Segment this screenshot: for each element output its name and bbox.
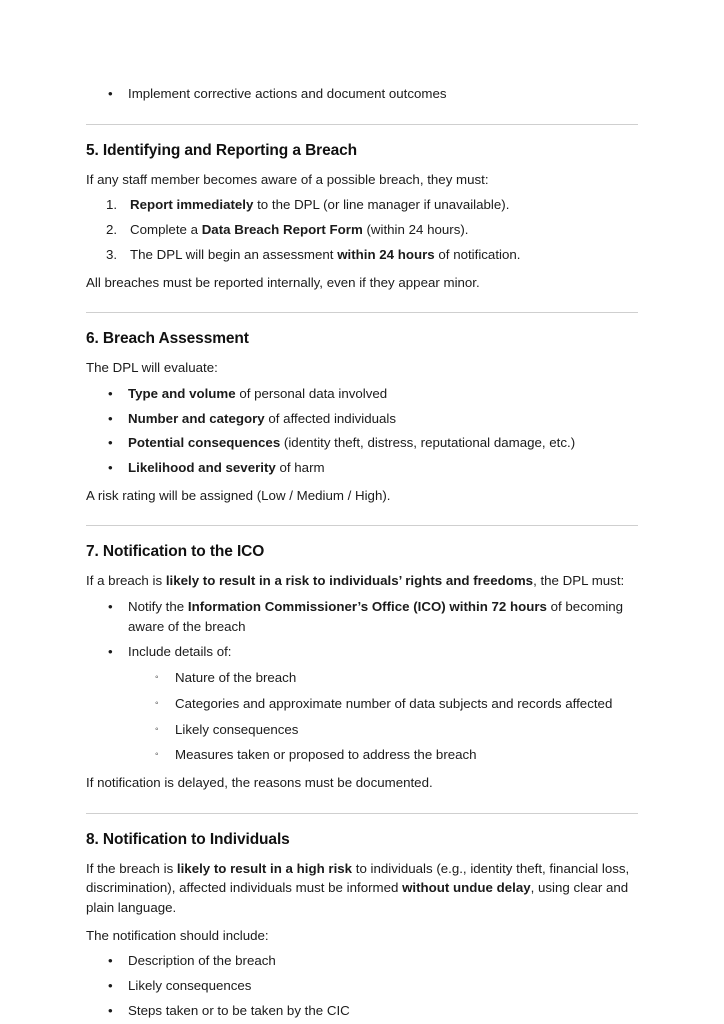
intro-emphasis-secondary: without undue delay: [402, 880, 531, 896]
section-intro: [86, 859, 638, 918]
hollow-circle-icon: ◦: [155, 749, 159, 761]
section-intro: If any staff member becomes aware of a possible breach, they must:: [86, 171, 489, 187]
list-item: [86, 1001, 638, 1021]
section-heading-breach-assessment: 6. Breach Assessment: [86, 330, 249, 348]
list-item-emphasis: Number and category: [128, 410, 265, 426]
section-closing: All breaches must be reported internally, even if they appear minor.: [86, 274, 480, 290]
list-item-text: Nature of the breach: [175, 670, 297, 686]
list-item: [86, 597, 638, 636]
list-item-emphasis: Report immediately: [130, 197, 254, 213]
list-item: [86, 951, 638, 971]
list-item: [128, 720, 638, 740]
list-item: [128, 668, 638, 688]
list-item-prefix: The DPL will begin an assessment: [130, 246, 338, 262]
bullet-icon: •: [108, 643, 113, 659]
intro-emphasis: likely to result in a risk to individuals’ rights and freedoms: [165, 573, 534, 589]
list-item-text: Categories and approximate number of data subjects and records affected: [175, 695, 613, 711]
notification-lead-in: The notification should include:: [86, 927, 269, 943]
list-item-text: of affected individuals: [264, 410, 397, 426]
list-item: [86, 245, 638, 265]
intro-prefix: If a breach is: [86, 573, 166, 589]
list-item-text: of personal data involved: [235, 385, 388, 401]
list-item-text: Likely consequences: [175, 721, 299, 737]
notification-contents-list: [86, 951, 638, 1020]
list-item: [128, 694, 638, 714]
section-intro: The DPL will evaluate:: [86, 360, 218, 376]
bullet-icon: •: [108, 1002, 113, 1018]
list-item-text: of harm: [275, 460, 325, 475]
section-divider: [86, 525, 638, 526]
list-item-text: Steps taken or to be taken by the CIC: [128, 1002, 350, 1018]
reporting-steps-list: [86, 195, 638, 264]
intro-emphasis: likely to result in a high risk: [176, 860, 353, 876]
hollow-circle-icon: ◦: [155, 672, 159, 684]
intro-middle: to individuals (e.g., identity theft, financial loss, discrimination), affected individuals must be informed: [86, 860, 630, 896]
section-heading-ico-notification: 7. Notification to the ICO: [86, 543, 265, 561]
list-item: [86, 458, 638, 478]
list-item: [86, 642, 638, 765]
list-item: [86, 433, 638, 453]
intro-suffix: , the DPL must:: [533, 573, 625, 589]
list-item-emphasis: Likelihood and severity: [128, 460, 276, 475]
list-item-text: Measures taken or proposed to address the breach: [175, 747, 477, 763]
bullet-icon: •: [108, 435, 113, 451]
bullet-icon: •: [108, 953, 113, 969]
bullet-icon: •: [108, 86, 113, 101]
list-item-emphasis: Information Commissioner’s Office (ICO) within 72 hours: [187, 599, 547, 615]
list-item-prefix: Complete a: [130, 222, 202, 238]
list-item-emphasis: within 24 hours: [337, 246, 435, 262]
list-item-text: of becoming aware of the breach: [128, 599, 624, 634]
intro-prefix: If the breach is: [86, 860, 177, 876]
section-closing: If notification is delayed, the reasons must be documented.: [86, 774, 433, 790]
list-item: [86, 409, 638, 429]
intro-suffix: , using clear and plain language.: [86, 880, 629, 916]
hollow-circle-icon: ◦: [155, 697, 159, 709]
section-closing: A risk rating will be assigned (Low / Medium / High).: [86, 487, 391, 503]
section-divider: [86, 312, 638, 313]
section-divider: [86, 813, 638, 814]
bullet-icon: •: [108, 460, 113, 475]
section-divider: [86, 124, 638, 125]
bullet-icon: •: [108, 978, 113, 994]
ico-details-sublist: [128, 668, 638, 765]
list-item-emphasis: Potential consequences: [128, 435, 281, 451]
document-body: [86, 84, 638, 1024]
list-item: [128, 745, 638, 765]
list-item: [86, 384, 638, 404]
bullet-icon: •: [108, 385, 113, 401]
list-item-emphasis: Type and volume: [128, 385, 236, 401]
page-title: 5. Identifying and Reporting a Breach: [86, 141, 358, 159]
list-item-text: of notification.: [434, 246, 521, 262]
list-item-emphasis: Data Breach Report Form: [201, 222, 363, 238]
list-item-text: (identity theft, distress, reputational damage, etc.): [280, 435, 576, 451]
list-item-text: Implement corrective actions and document outcomes: [128, 86, 447, 101]
assessment-criteria-list: [86, 384, 638, 478]
list-item: [86, 84, 638, 104]
list-item: [86, 220, 638, 240]
section-heading-individual-notification: 8. Notification to Individuals: [86, 830, 290, 848]
list-item-text: Description of the breach: [128, 953, 276, 969]
section-intro: [86, 571, 638, 591]
continued-bullet-list: [86, 84, 638, 104]
list-marker: 2.: [106, 222, 118, 238]
list-marker: 1.: [106, 197, 118, 213]
hollow-circle-icon: ◦: [155, 723, 159, 735]
list-item-text: to the DPL (or line manager if unavailable).: [253, 197, 510, 213]
list-item-text: Likely consequences: [128, 978, 252, 994]
list-item: [86, 976, 638, 996]
list-item-text: (within 24 hours).: [362, 222, 469, 238]
list-marker: 3.: [106, 246, 118, 262]
list-item-prefix: Notify the: [128, 599, 188, 615]
list-item: [86, 195, 638, 215]
bullet-icon: •: [108, 410, 113, 426]
list-item-text: Include details of:: [128, 643, 232, 659]
ico-requirements-list: [86, 597, 638, 765]
bullet-icon: •: [108, 599, 113, 615]
